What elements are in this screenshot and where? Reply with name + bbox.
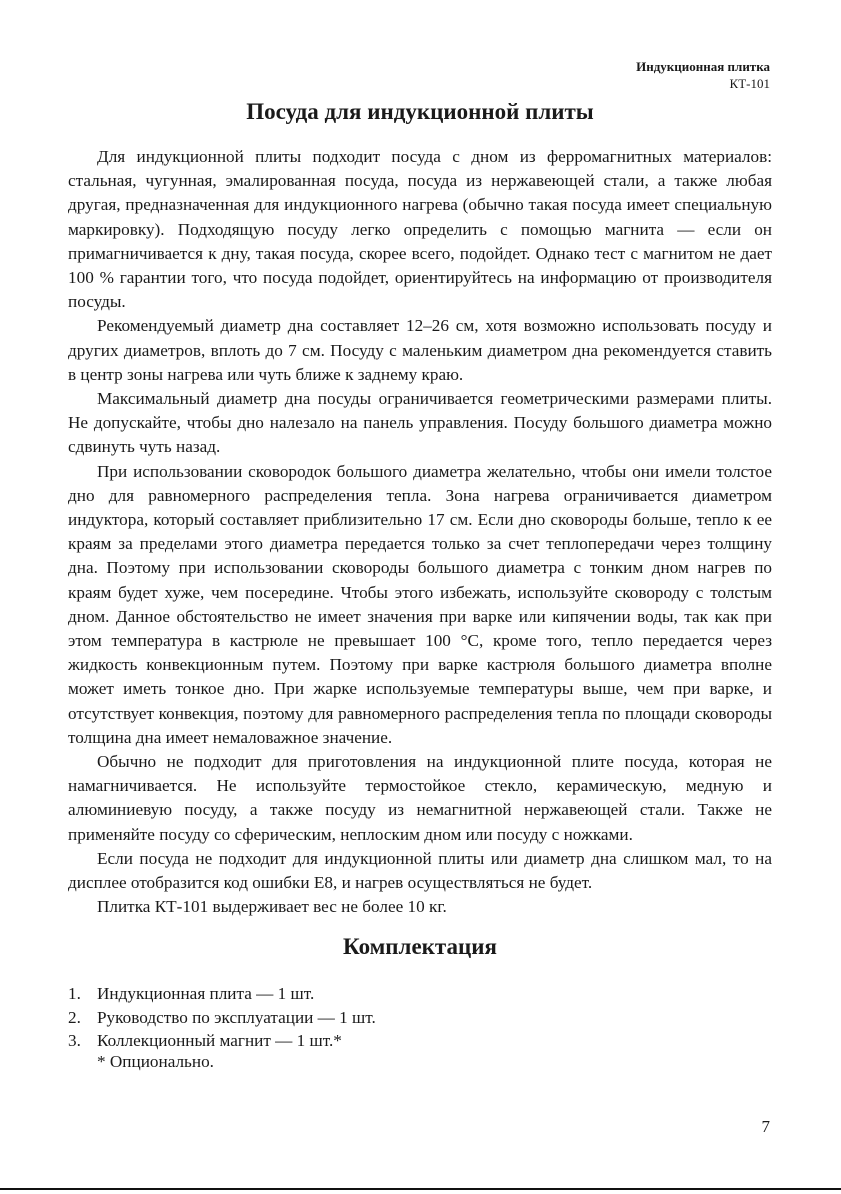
header-product-name: Индукционная плитка xyxy=(636,59,770,74)
footnote-optional: * Опционально. xyxy=(97,1052,214,1071)
bottom-divider xyxy=(0,1188,841,1190)
paragraph: Для индукционной плиты подходит посуда с дном из ферромагнитных материалов: стальная, чугунная, эмалированная посуда, посуда из нержавеющей стали, а также любая другая, предназначенная для индукционного нагрева (обычно такая посуда имеет специальную маркировку). Подходящую посуду легко определить с помощью магнита — если он примагничивается к дну, такая посуда, скорее всего, подойдет. Однако тест с магнитом не дает 100 % гарантии того, что посуда подойдет, ориентируйтесь на информацию от производителя посуды. xyxy=(68,147,772,312)
list-item-text: Индукционная плита — 1 шт. xyxy=(97,984,315,1003)
running-header xyxy=(636,58,770,92)
page-number: 7 xyxy=(761,1117,770,1136)
list-item-number: 2. xyxy=(68,1007,81,1027)
paragraph: При использовании сковородок большого диаметра желательно, чтобы они имели толстое дно для равномерного распределения тепла. Зона нагрева ограничивается диаметром индуктора, который составляет приблизительно 17 см. Если дно сковороды больше, тепло к ее краям за пределами этого диаметра передается только за счет теплопередачи через толщину дна. Поэтому при использовании сковороды большого диаметра с тонким дном нагрев по краям будет хуже, чем посередине. Чтобы этого избежать, используйте сковороду с толстым дном. Данное обстоятельство не имеет значения при варке или кипячении воды, так как при этом температура в кастрюле не превышает 100 °С, кроме того, тепло передается через жидкость конвекционным путем. Поэтому при варке кастрюля большого диаметра вполне может иметь тонкое дно. При жарке используемые температуры выше, чем при варке, и отсутствует конвекция, поэтому для равномерного распределения тепла по площади сковороды толщина дна имеет немаловажное значение. xyxy=(68,461,772,747)
paragraph: Если посуда не подходит для индукционной плиты или диаметр дна слишком мал, то на дисплее отобразится код ошибки Е8, и нагрев осуществляться не будет. xyxy=(68,848,772,893)
list-item xyxy=(68,1006,772,1030)
package-contents-list xyxy=(68,982,772,1053)
list-item-number: 1. xyxy=(68,984,81,1003)
list-item-number: 3. xyxy=(68,1031,81,1050)
list-item-text: Руководство по эксплуатации — 1 шт. xyxy=(97,1007,376,1027)
list-item-text: Коллекционный магнит — 1 шт.* xyxy=(97,1031,342,1050)
paragraph: Обычно не подходит для приготовления на индукционной плите посуда, которая не намагничивается. Не используйте термостойкое стекло, керамическую, медную и алюминиевую посуду, а также посуду из немагнитной нержавеющей стали. Также не применяйте посуду со сферическим, неплоским дном или посуду с ножками. xyxy=(68,752,772,844)
paragraph: Плитка КТ-101 выдерживает вес не более 10 кг. xyxy=(97,897,447,917)
paragraph: Рекомендуемый диаметр дна составляет 12–26 см, хотя возможно использовать посуду и других диаметров, вплоть до 7 см. Посуду с маленьким диаметром дна рекомендуется ставить в центр зоны нагрева или чуть ближе к заднему краю. xyxy=(68,316,772,384)
header-model: КТ-101 xyxy=(729,76,770,91)
section-title-cookware: Посуда для индукционной плиты xyxy=(246,99,594,124)
cookware-body xyxy=(68,145,772,920)
paragraph: Максимальный диаметр дна посуды ограничивается геометрическими размерами плиты. Не допускайте, чтобы дно налезало на панель управления. Посуду большого диаметра можно сдвинуть чуть назад. xyxy=(68,389,772,457)
section-title-package-contents: Комплектация xyxy=(343,934,497,959)
list-item xyxy=(68,982,772,1006)
list-item xyxy=(68,1029,772,1053)
